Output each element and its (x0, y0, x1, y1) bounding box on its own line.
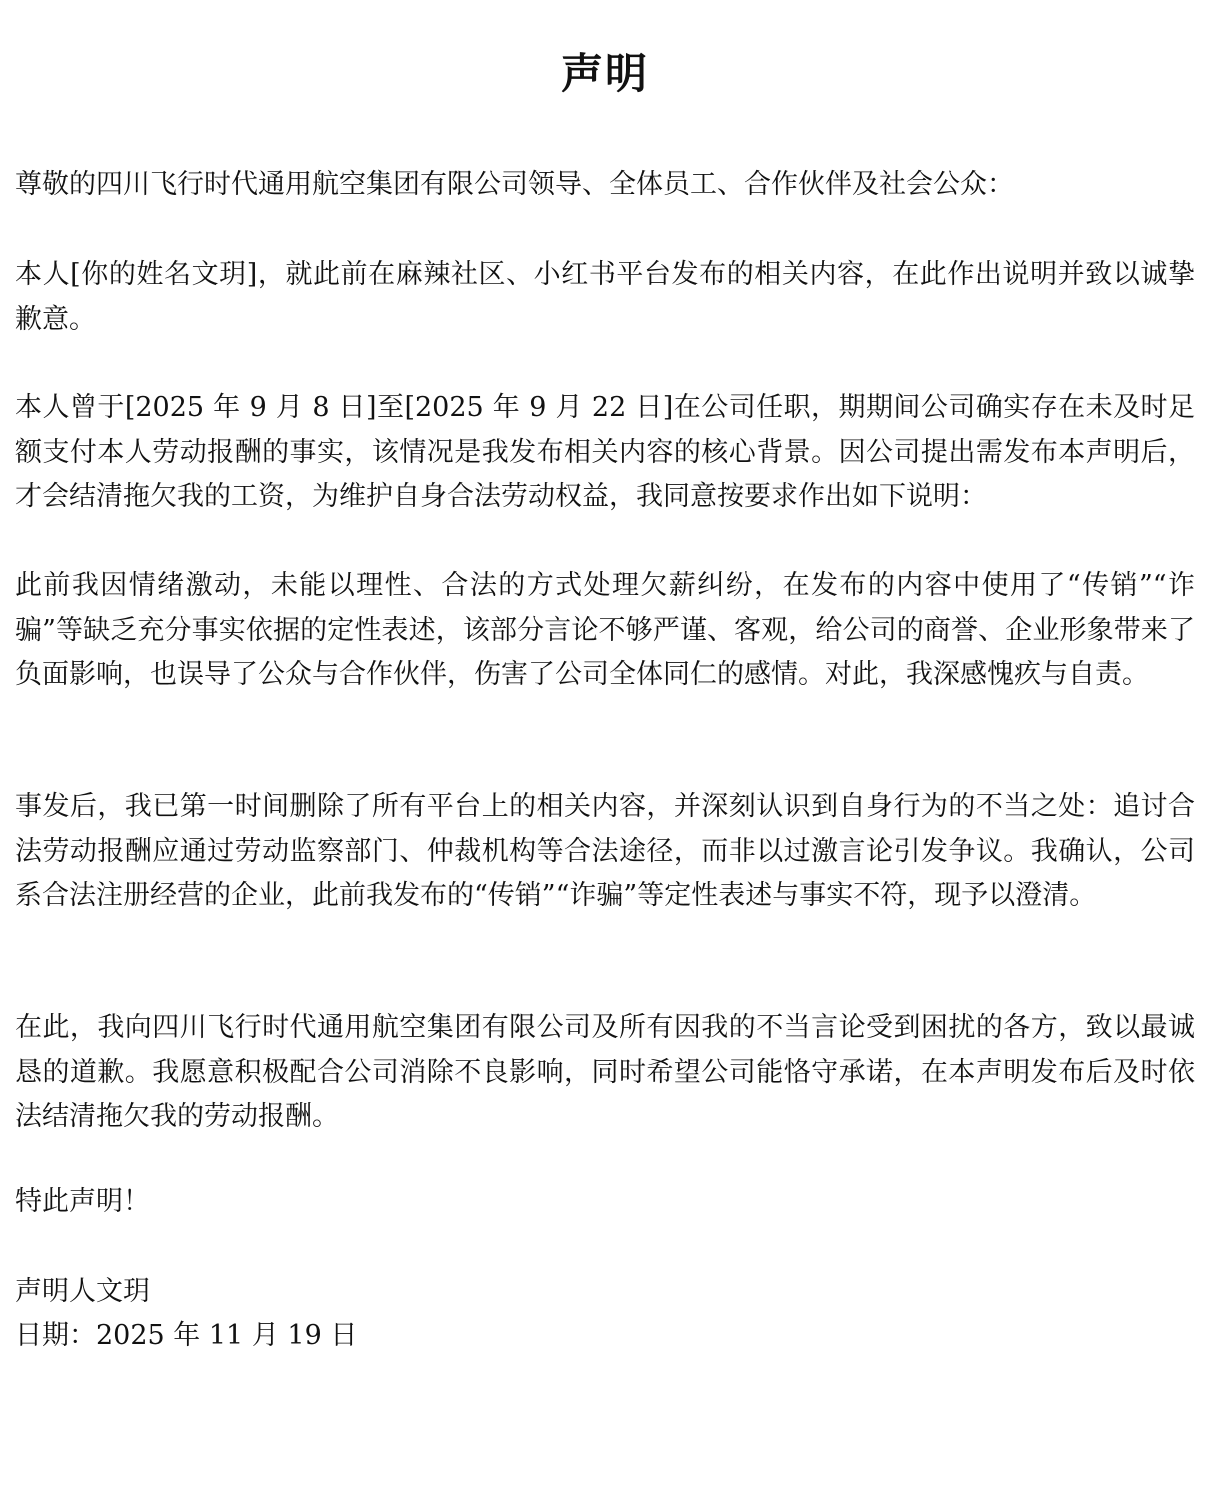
paragraph-intro: 本人[你的姓名文玥]，就此前在麻辣社区、小红书平台发布的相关内容，在此作出说明并致以诚挚歉意。 (15, 259, 1195, 335)
paragraph-background: 本人曾于[2025 年 9 月 8 日]至[2025 年 9 月 22 日]在公司任职，期期间公司确实存在未及时足额支付本人劳动报酬的事实，该情况是我发布相关内容的核心背景。因公司提出需发布本声明后，才会结清拖欠我的工资，为维护自身合法劳动权益，我同意按要求作出如下说明： (15, 392, 1195, 512)
date-line: 日期：2025 年 11 月 19 日 (15, 1320, 358, 1351)
document-title: 声明 (560, 49, 649, 98)
paragraph-apology: 此前我因情绪激动，未能以理性、合法的方式处理欠薪纠纷，在发布的内容中使用了“传销”“诈骗”等缺乏充分事实依据的定性表述，该部分言论不够严谨、客观，给公司的商誉、企业形象带来了负面影响，也误导了公众与合作伙伴，伤害了公司全体同仁的感情。对此，我深感愧疚与自责。 (15, 570, 1195, 690)
closing-line: 特此声明！ (15, 1186, 150, 1217)
salutation: 尊敬的四川飞行时代通用航空集团有限公司领导、全体员工、合作伙伴及社会公众： (15, 169, 1014, 200)
paragraph-clarification: 事发后，我已第一时间删除了所有平台上的相关内容，并深刻认识到自身行为的不当之处：追讨合法劳动报酬应通过劳动监察部门、仲裁机构等合法途径，而非以过激言论引发争议。我确认，公司系合法注册经营的企业，此前我发布的“传销”“诈骗”等定性表述与事实不符，现予以澄清。 (15, 791, 1195, 911)
paragraph-conclusion: 在此，我向四川飞行时代通用航空集团有限公司及所有因我的不当言论受到困扰的各方，致以最诚恳的道歉。我愿意积极配合公司消除不良影响，同时希望公司能恪守承诺，在本声明发布后及时依法结清拖欠我的劳动报酬。 (15, 1012, 1195, 1132)
signature-line: 声明人文玥 (15, 1276, 150, 1307)
